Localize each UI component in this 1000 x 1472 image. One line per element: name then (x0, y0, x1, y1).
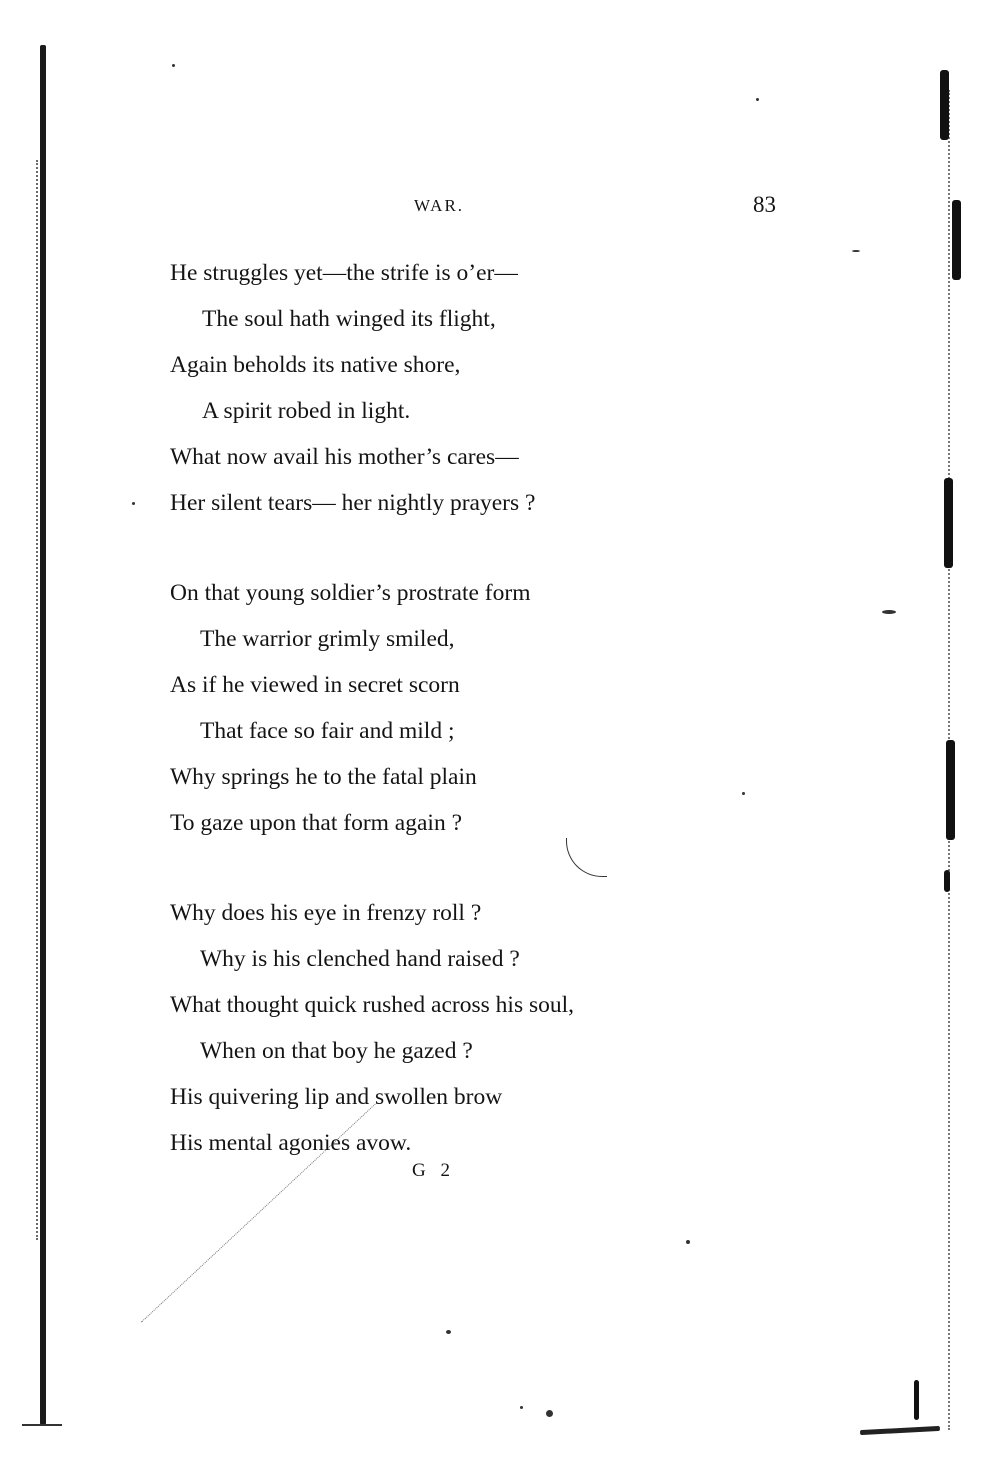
speck (742, 792, 745, 795)
speck (882, 610, 896, 614)
stanza-2 (170, 570, 730, 846)
poem-line: The soul hath winged its flight, (202, 306, 496, 332)
page-edge-mark (952, 200, 961, 280)
poem-line: The warrior grimly smiled, (200, 626, 455, 652)
page-edge-mark (944, 478, 953, 568)
speck (446, 1330, 451, 1334)
speck (520, 1406, 523, 1409)
stanza-3 (170, 890, 730, 1166)
poem-body (170, 250, 730, 1210)
poem-line: As if he viewed in secret scorn (170, 672, 460, 698)
poem-line: What now avail his mother’s cares— (170, 444, 519, 470)
page-edge-mark (944, 870, 950, 892)
speck (172, 64, 175, 67)
poem-line: What thought quick rushed across his soul, (170, 992, 575, 1018)
speck (686, 1240, 690, 1244)
poem-line: That face so fair and mild ; (200, 718, 455, 744)
edge-mark-bottom-left (22, 1424, 62, 1426)
page-edge-mark-bottom (860, 1426, 940, 1435)
page-edge-mark (914, 1380, 919, 1420)
poem-line: Why is his clenched hand raised ? (200, 946, 520, 972)
speck (132, 502, 135, 505)
speck (852, 250, 860, 252)
running-head (170, 192, 776, 226)
poem-line: His quivering lip and swollen brow (170, 1084, 503, 1110)
poem-line: Why springs he to the fatal plain (170, 764, 477, 790)
poem-line: Why does his eye in frenzy roll ? (170, 900, 482, 926)
poem-line: His mental agonies avow. (170, 1130, 412, 1156)
page-number: 83 (753, 192, 776, 217)
poem-line: He struggles yet—the strife is o’er— (170, 260, 518, 286)
stanza-1 (170, 250, 730, 526)
poem-line: Again beholds its native shore, (170, 352, 461, 378)
speck (546, 1410, 553, 1417)
poem-line: A spirit robed in light. (202, 398, 411, 424)
page-edge-mark (940, 70, 949, 140)
page-edge-mark (946, 740, 955, 840)
binding-edge-dots (36, 160, 40, 1240)
running-head-title: WAR. (414, 196, 465, 215)
speck (756, 98, 759, 101)
binding-edge-left (40, 45, 46, 1425)
poem-line: When on that boy he gazed ? (200, 1038, 473, 1064)
signature-mark: G 2 (412, 1160, 455, 1181)
poem-line: To gaze upon that form again ? (170, 810, 462, 836)
poem-line: Her silent tears— her nightly prayers ? (170, 490, 536, 516)
poem-line: On that young soldier’s prostrate form (170, 580, 531, 606)
